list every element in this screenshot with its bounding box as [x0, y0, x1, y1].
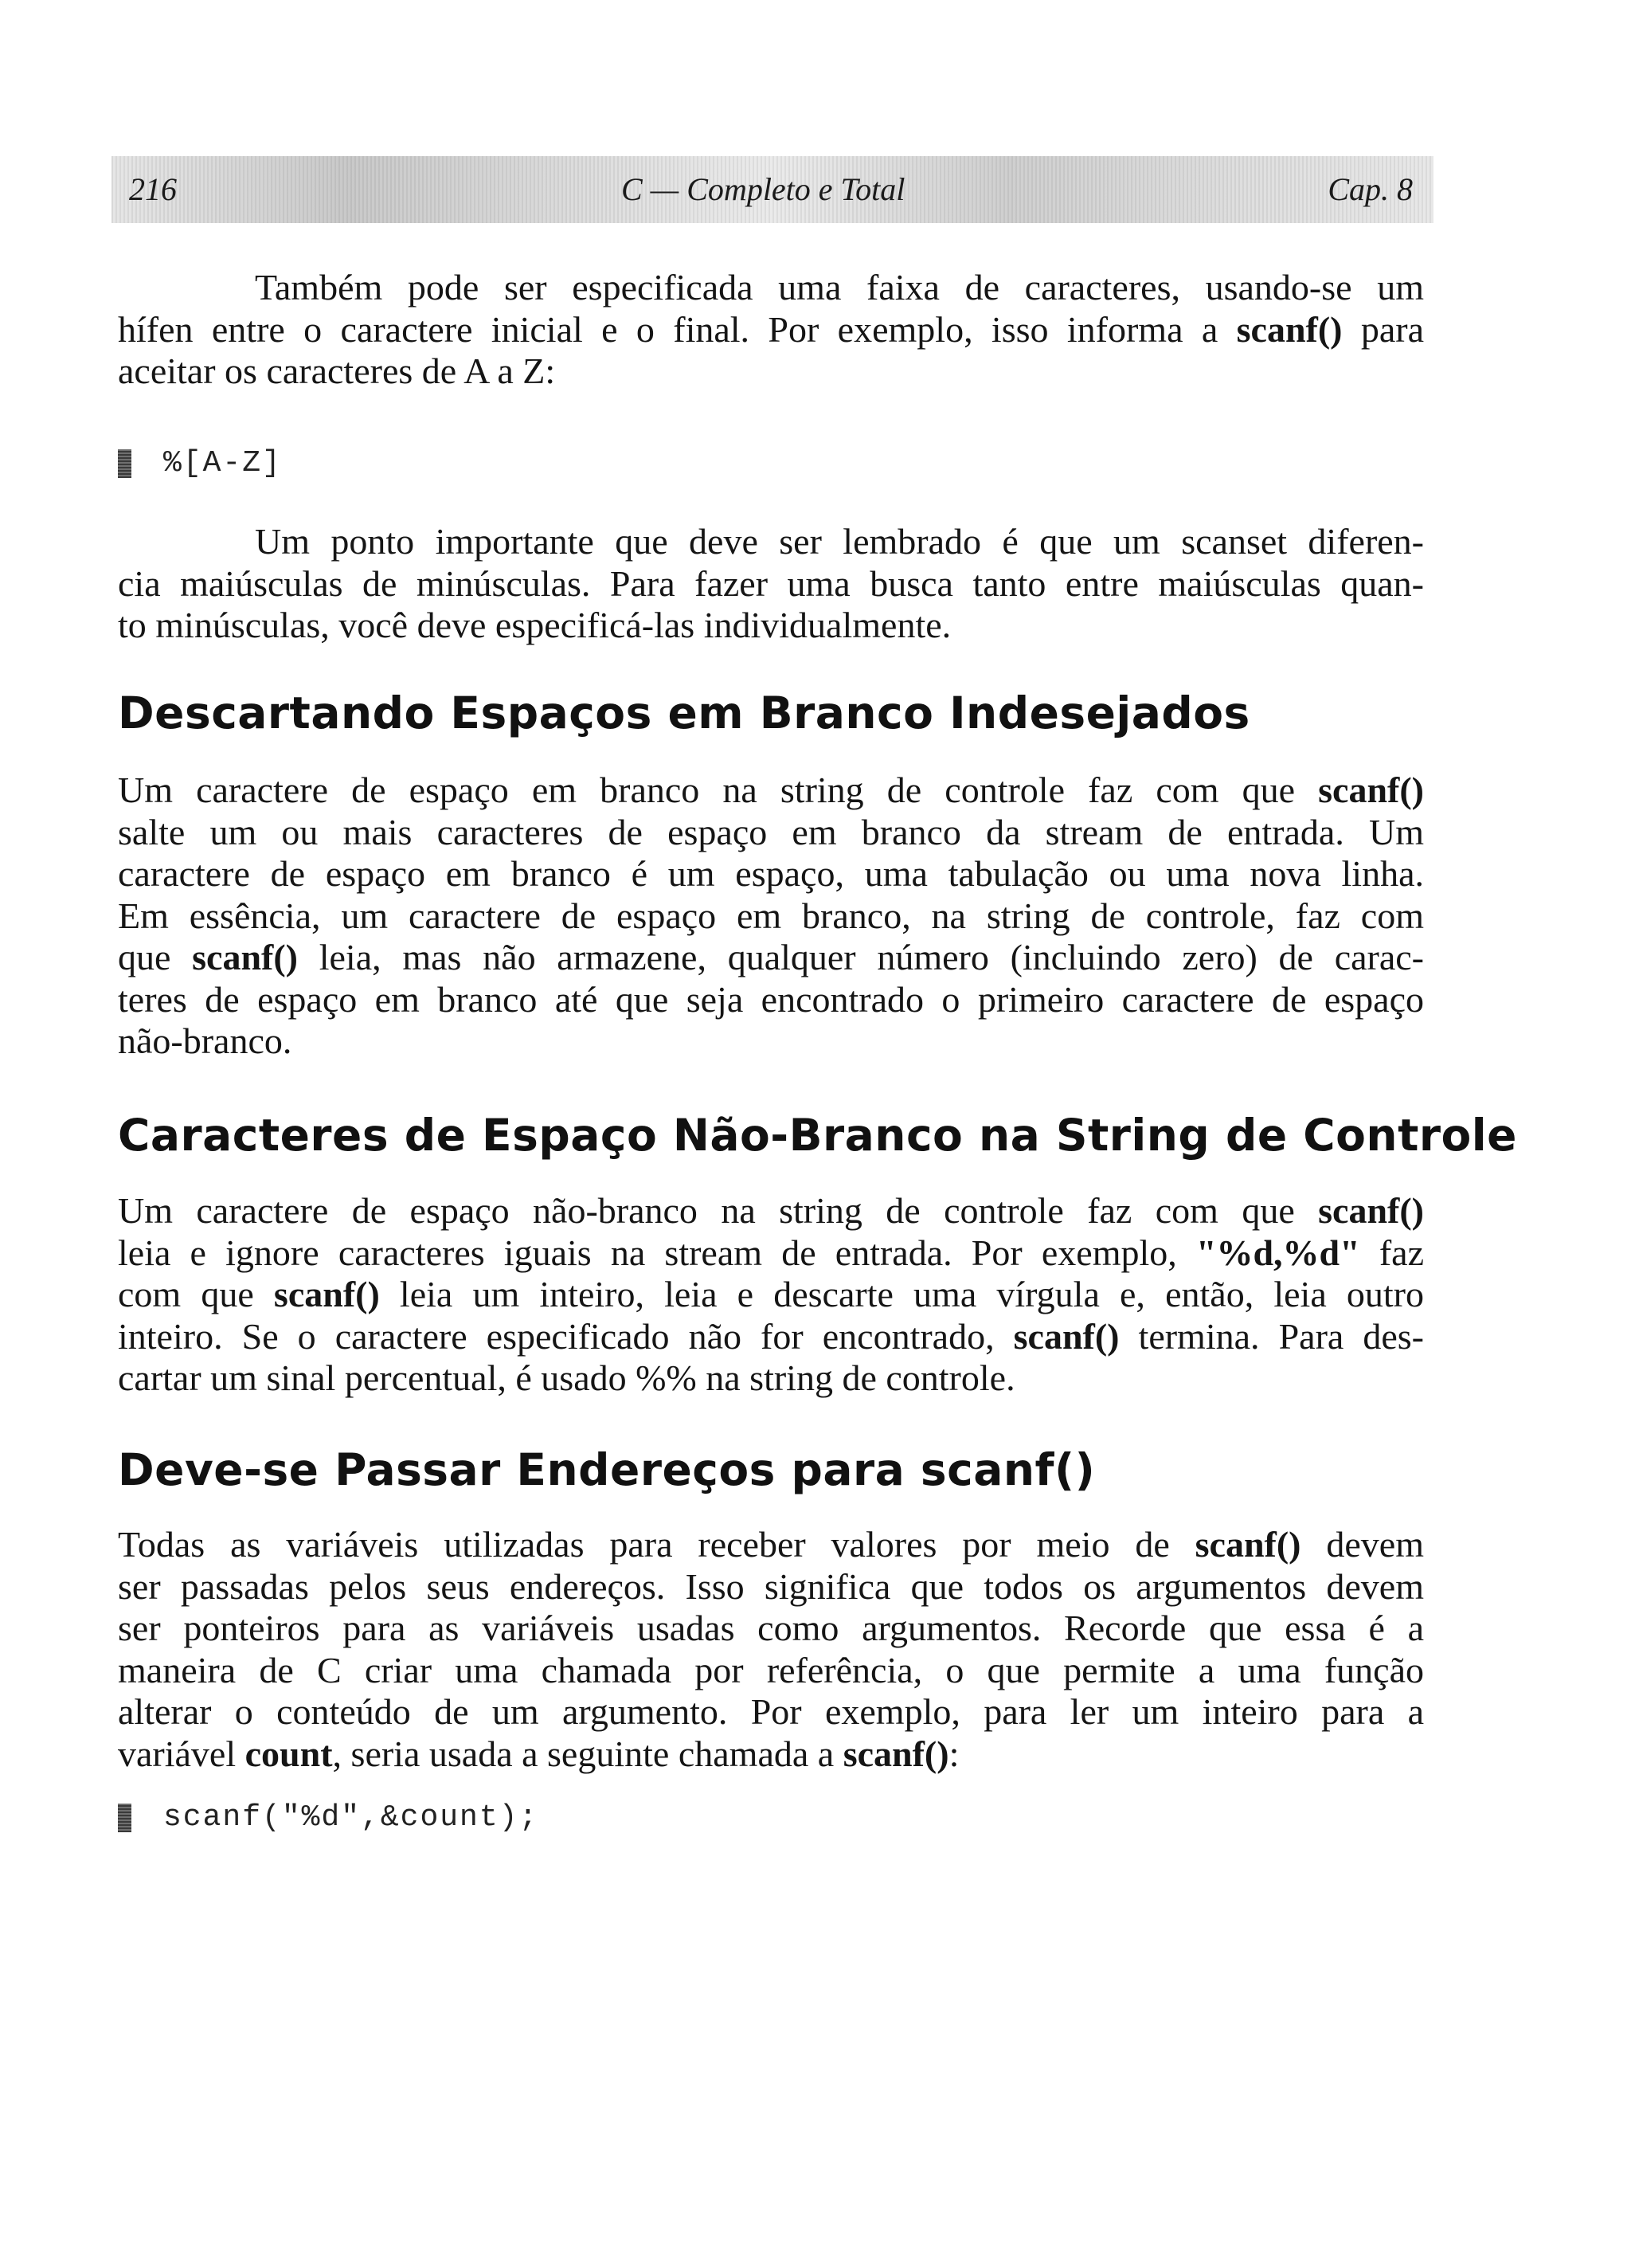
- paragraph-line: variável count, seria usada a seguinte chamada a scanf():: [118, 1733, 960, 1774]
- format-string: "%d,%d": [1195, 1232, 1360, 1273]
- scanf-keyword: scanf(): [843, 1733, 949, 1774]
- paragraph-line: caractere de espaço em branco é um espaço, uma tabulação ou uma nova linha.: [118, 853, 1424, 894]
- chapter-label: Cap. 8: [1328, 171, 1413, 207]
- paragraph-line: Um ponto importante que deve ser lembrado é que um scanset diferen-: [255, 521, 1424, 562]
- code-text: scanf("%d",&count);: [163, 1800, 539, 1835]
- paragraph-line: Em essência, um caractere de espaço em branco, na string de controle, faz com: [118, 895, 1424, 936]
- paragraph-line: maneira de C criar uma chamada por referência, o que permite a uma função: [118, 1649, 1424, 1690]
- intro-paragraph: [118, 267, 1424, 393]
- section-heading-addresses: Deve-se Passar Endereços para scanf(): [118, 1444, 1096, 1495]
- scanf-keyword: scanf(): [1195, 1524, 1301, 1565]
- code-marker-icon: [118, 1804, 131, 1832]
- paragraph-line: hífen entre o caractere inicial e o final. Por exemplo, isso informa a scanf() para: [118, 308, 1424, 350]
- paragraph-line: teres de espaço em branco até que seja encontrado o primeiro caractere de espaço: [118, 978, 1424, 1020]
- count-variable: count: [244, 1733, 333, 1774]
- paragraph-line: salte um ou mais caracteres de espaço em branco da stream de entrada. Um: [118, 811, 1424, 852]
- paragraph-line: com que scanf() leia um inteiro, leia e descarte uma vírgula e, então, leia outro: [118, 1274, 1424, 1314]
- code-text: %[A-Z]: [163, 446, 282, 480]
- scanf-keyword: scanf(): [192, 937, 298, 977]
- paragraph-line: leia e ignore caracteres iguais na stream de entrada. Por exemplo, "%d,%d" faz: [118, 1232, 1425, 1273]
- whitespace-paragraph: [118, 770, 1424, 1063]
- paragraph-line: não-branco.: [118, 1020, 292, 1061]
- paragraph-line: cia maiúsculas de minúsculas. Para fazer uma busca tanto entre maiúsculas quan-: [118, 562, 1424, 604]
- paragraph-line: ser ponteiros para as variáveis usadas como argumentos. Recorde que essa é a: [118, 1608, 1424, 1648]
- code-marker-icon: [118, 449, 131, 478]
- case-paragraph: [118, 521, 1424, 647]
- nonwhitespace-paragraph: [118, 1190, 1424, 1400]
- paragraph-line: ser passadas pelos seus endereços. Isso significa que todos os argumentos devem: [118, 1565, 1424, 1607]
- code-snippet-range: [118, 446, 282, 481]
- section-heading-nonwhitespace: Caracteres de Espaço Não-Branco na String de Controle: [118, 1110, 1517, 1161]
- paragraph-line: to minúsculas, você deve especificá-las individualmente.: [118, 605, 952, 645]
- scanf-keyword: scanf(): [1236, 308, 1343, 350]
- section-heading-whitespace: Descartando Espaços em Branco Indesejados: [118, 687, 1250, 738]
- scanf-keyword: scanf(): [1318, 770, 1424, 810]
- paragraph-line: Todas as variáveis utilizadas para receber valores por meio de scanf() devem: [118, 1524, 1424, 1565]
- page-number: 216: [129, 171, 177, 207]
- scanf-keyword: scanf(): [273, 1274, 380, 1314]
- paragraph-line: Também pode ser especificada uma faixa de caracteres, usando-se um: [255, 267, 1424, 307]
- running-header: [111, 156, 1433, 223]
- paragraph-line: Um caractere de espaço não-branco na string de controle faz com que scanf(): [118, 1190, 1424, 1231]
- code-snippet-call: [118, 1800, 538, 1835]
- addresses-paragraph: [118, 1524, 1424, 1775]
- paragraph-line: que scanf() leia, mas não armazene, qualquer número (incluindo zero) de carac-: [118, 937, 1424, 977]
- paragraph-line: Um caractere de espaço em branco na string de controle faz com que scanf(): [118, 770, 1424, 810]
- paragraph-line: alterar o conteúdo de um argumento. Por exemplo, para ler um inteiro para a: [118, 1691, 1424, 1732]
- scanf-keyword: scanf(): [1318, 1190, 1424, 1231]
- book-title: C — Completo e Total: [621, 171, 905, 207]
- paragraph-line: aceitar os caracteres de A a Z:: [118, 351, 556, 391]
- paragraph-line: cartar um sinal percentual, é usado %% na string de controle.: [118, 1357, 1015, 1398]
- scanf-keyword: scanf(): [1013, 1315, 1120, 1357]
- paragraph-line: inteiro. Se o caractere especificado não for encontrado, scanf() termina. Para des-: [118, 1315, 1425, 1357]
